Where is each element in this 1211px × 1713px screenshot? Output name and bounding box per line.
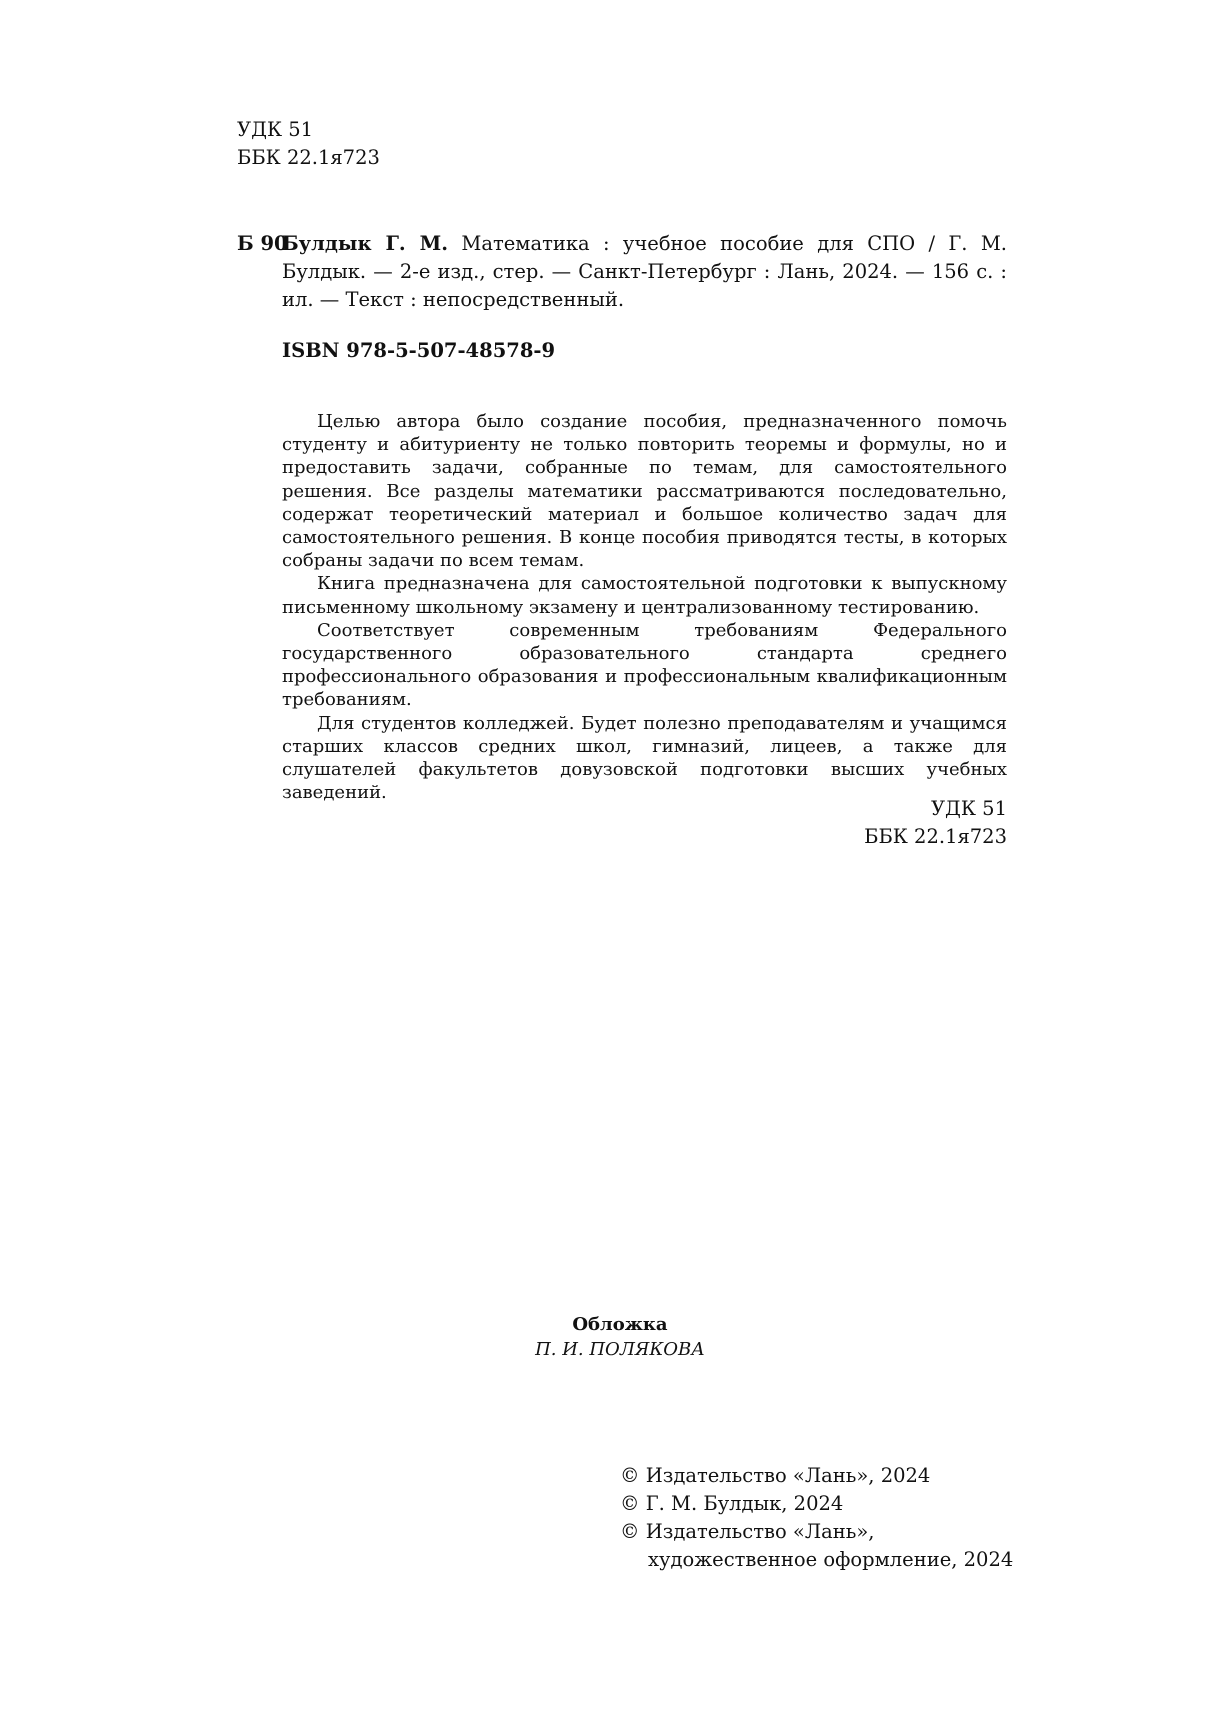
bbk-code: ББК 22.1я723 — [237, 146, 380, 169]
cover-label: Обложка — [572, 1314, 668, 1335]
bbk-code: ББК 22.1я723 — [864, 825, 1007, 848]
cover-designer: П. И. ПОЛЯКОВА — [535, 1339, 705, 1360]
classification-bottom — [864, 795, 1007, 851]
copyright-block — [620, 1462, 1013, 1574]
bibliographic-description: Математика : учебное пособие для СПО / Г. М. Булдык. — 2-е изд., стер. — Санкт-Петербург : Лань, 2024. — 156 с. : ил. — Текст : непосредственный. — [282, 232, 1007, 311]
annotation-paragraph: Для студентов колледжей. Будет полезно преподавателям и учащимся старших классов средних школ, гимназий, лицеев, а также для слушателей факультетов довузовской подготовки высших учебных заведений. — [282, 712, 1007, 804]
udk-code: УДК 51 — [237, 118, 314, 141]
bibliographic-record — [237, 230, 1007, 314]
annotation — [282, 410, 1007, 804]
classification-top — [237, 116, 380, 172]
copyright-line: © Издательство «Лань», — [620, 1520, 875, 1543]
bibliographic-entry — [282, 230, 1007, 314]
author-name: Булдык Г. М. — [282, 232, 449, 255]
copyright-line: © Издательство «Лань», 2024 — [620, 1464, 931, 1487]
udk-code: УДК 51 — [930, 797, 1007, 820]
isbn: ISBN 978-5-507-48578-9 — [282, 339, 556, 362]
annotation-paragraph: Соответствует современным требованиям Федерального государственного образовательного стандарта среднего профессионального образования и профессиональным квалификационным требованиям. — [282, 619, 1007, 711]
annotation-paragraph: Книга предназначена для самостоятельной подготовки к выпускному письменному школьному экзамену и централизованному тестированию. — [282, 573, 1007, 618]
copyright-line: © Г. М. Булдык, 2024 — [620, 1492, 844, 1515]
annotation-paragraph: Целью автора было создание пособия, предназначенного помочь студенту и абитуриенту не только повторить теоремы и формулы, но и предоставить задачи, собранные по темам, для самостоятельного решения. Все разделы математики рассматриваются последовательно, содержат теоретический материал и большое количество задач для самостоятельного решения. В конце пособия приводятся тесты, в которых собраны задачи по всем темам. — [282, 411, 1007, 572]
copyright-line: художественное оформление, 2024 — [648, 1548, 1014, 1571]
cover-credit — [450, 1312, 790, 1362]
author-mark: Б 90 — [237, 232, 288, 255]
